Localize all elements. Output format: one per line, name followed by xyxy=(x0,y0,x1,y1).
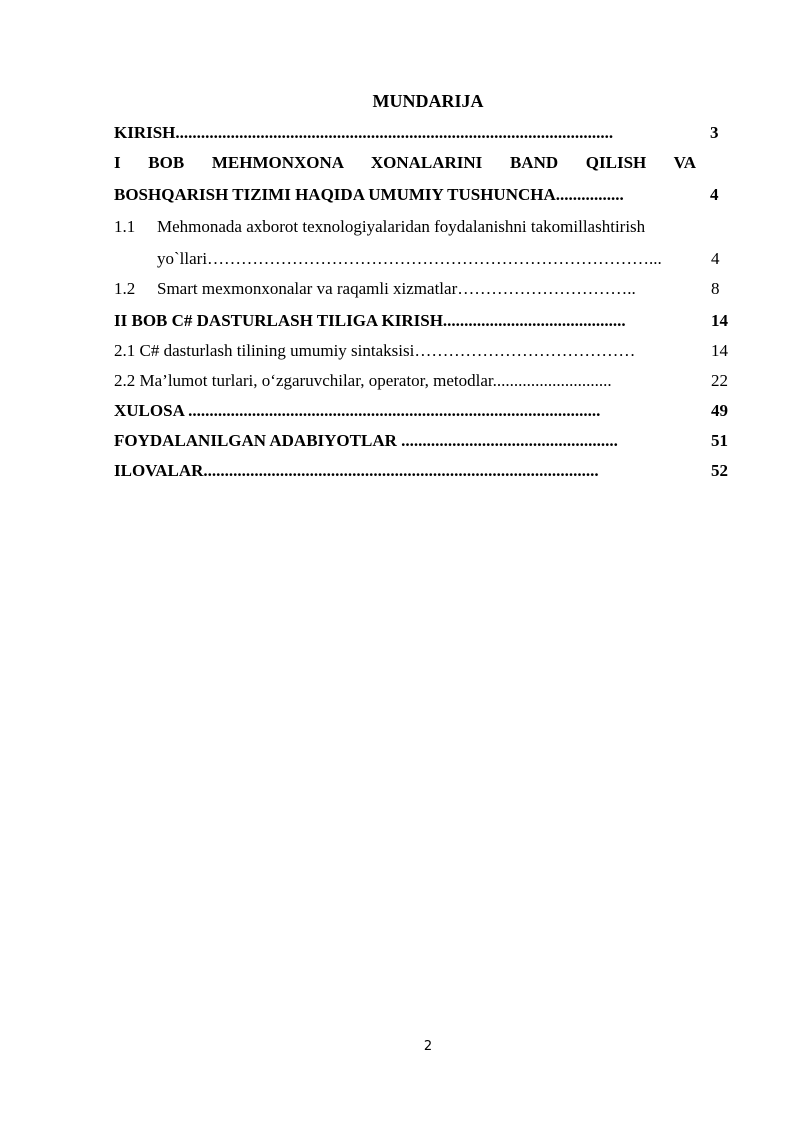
toc-entry-bob1-line1[interactable]: I BOB MEHMONXONA XONALARINI BAND QILISH VA xyxy=(114,153,696,172)
toc-page-kirish: 3 xyxy=(710,123,719,142)
toc-page-bob1: 4 xyxy=(710,185,719,204)
toc-page-xulosa: 49 xyxy=(711,401,728,420)
toc-num-1-2: 1.2 xyxy=(114,279,136,298)
toc-entry-xulosa[interactable]: XULOSA ................................................................................................. xyxy=(114,401,601,420)
toc-entry-1-2[interactable] xyxy=(114,278,696,300)
toc-entry-ilovalar[interactable]: ILOVALAR............................................................................................. xyxy=(114,461,599,480)
toc-entry-bob2[interactable]: II BOB C# DASTURLASH TILIGA KIRISH........................................... xyxy=(114,311,626,330)
toc-num-1-1: 1.1 xyxy=(114,217,136,236)
toc-entry-adabiyotlar[interactable]: FOYDALANILGAN ADABIYOTLAR ................................................... xyxy=(114,431,618,450)
page-title: MUNDARIJA xyxy=(372,91,484,111)
toc-text-1-1: Mehmonada axborot texnologiyalaridan foydalanishni takomillashtirish xyxy=(157,217,646,236)
toc-page-bob2: 14 xyxy=(711,311,728,330)
toc-entry-kirish[interactable]: KIRISH....................................................................................................... xyxy=(114,123,614,142)
toc-text-1-2: Smart mexmonxonalar va raqamli xizmatlar………………………….. xyxy=(157,279,636,298)
toc-page-adabiyotlar: 51 xyxy=(711,431,728,450)
toc-entry-bob1-line2[interactable]: BOSHQARISH TIZIMI HAQIDA UMUMIY TUSHUNCHA................ xyxy=(114,185,624,204)
toc-page-2-2: 22 xyxy=(711,371,728,390)
toc-entry-2-2[interactable]: 2.2 Ma’lumot turlari, o‘zgaruvchilar, operator, metodlar............................ xyxy=(114,371,612,390)
toc-entry-1-1-line2[interactable]: yo`llari……………………………………………………………………... xyxy=(157,249,662,268)
toc-entry-1-1-line1[interactable] xyxy=(114,216,704,238)
toc-page-ilovalar: 52 xyxy=(711,461,728,480)
toc-entry-2-1[interactable]: 2.1 C# dasturlash tilining umumiy sintaksisi………………………………… xyxy=(114,341,636,360)
toc-page-1-2: 8 xyxy=(711,279,720,298)
toc-page-1-1: 4 xyxy=(711,249,720,268)
toc-page-2-1: 14 xyxy=(711,341,728,360)
footer-page-number: 2 xyxy=(423,1039,433,1054)
